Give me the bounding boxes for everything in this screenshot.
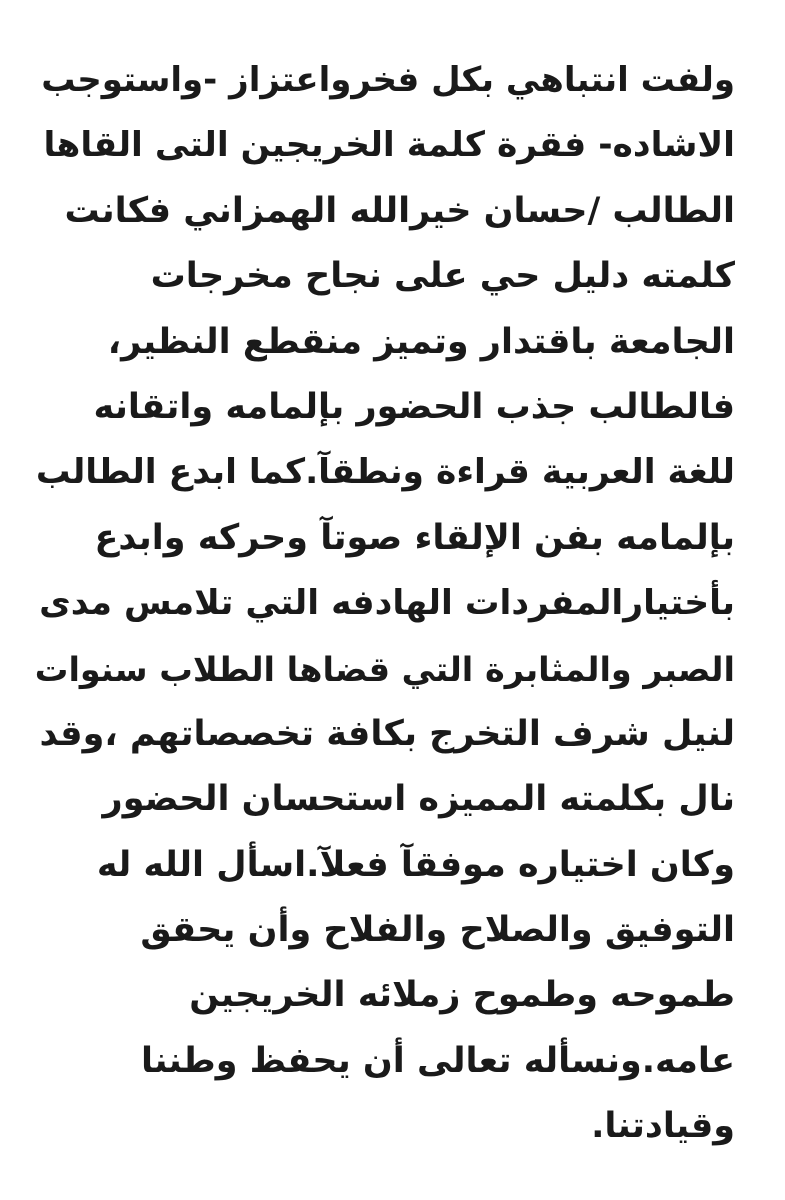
- text-line: بأختيارالمفردات الهادفه التي تلامس مدى: [39, 583, 735, 624]
- text-line: نال بكلمته المميزه استحسان الحضور: [102, 779, 735, 820]
- text-line: الطالب /حسان خيرالله الهمزاني فكانت: [64, 190, 735, 231]
- text-line: الاشاده- فقرة كلمة الخريجين التى القاها: [43, 125, 735, 166]
- text-line: عامه.ونسأله تعالى أن يحفظ وطننا: [141, 1040, 735, 1081]
- text-line: طموحه وطموح زملائه الخريجين: [189, 975, 735, 1016]
- text-line: بإلمامه بفن الإلقاء صوتآ وحركه وابدع: [94, 517, 735, 558]
- text-line: الصبر والمثابرة التي قضاها الطلاب سنوات: [35, 649, 735, 689]
- text-line: الجامعة باقتدار وتميز منقطع النظير،: [107, 321, 735, 362]
- text-line: كلمته دليل حي على نجاح مخرجات: [150, 256, 735, 297]
- text-line: وكان اختياره موفقآ فعلآ.اسأل الله له: [96, 844, 735, 885]
- text-line: لنيل شرف التخرج بكافة تخصصاتهم ،وقد: [39, 713, 735, 754]
- text-line: التوفيق والصلاح والفلاح وأن يحقق: [140, 910, 735, 951]
- arabic-paragraph: [35, 48, 735, 1160]
- text-line: فالطالب جذب الحضور بإلمامه واتقانه: [93, 386, 735, 427]
- text-line: للغة العربية قراءة ونطقآ.كما ابدع الطالب: [35, 452, 735, 493]
- text-line: ولفت انتباهي بكل فخرواعتزاز -واستوجب: [41, 60, 735, 100]
- text-line: وقيادتنا.: [591, 1106, 735, 1147]
